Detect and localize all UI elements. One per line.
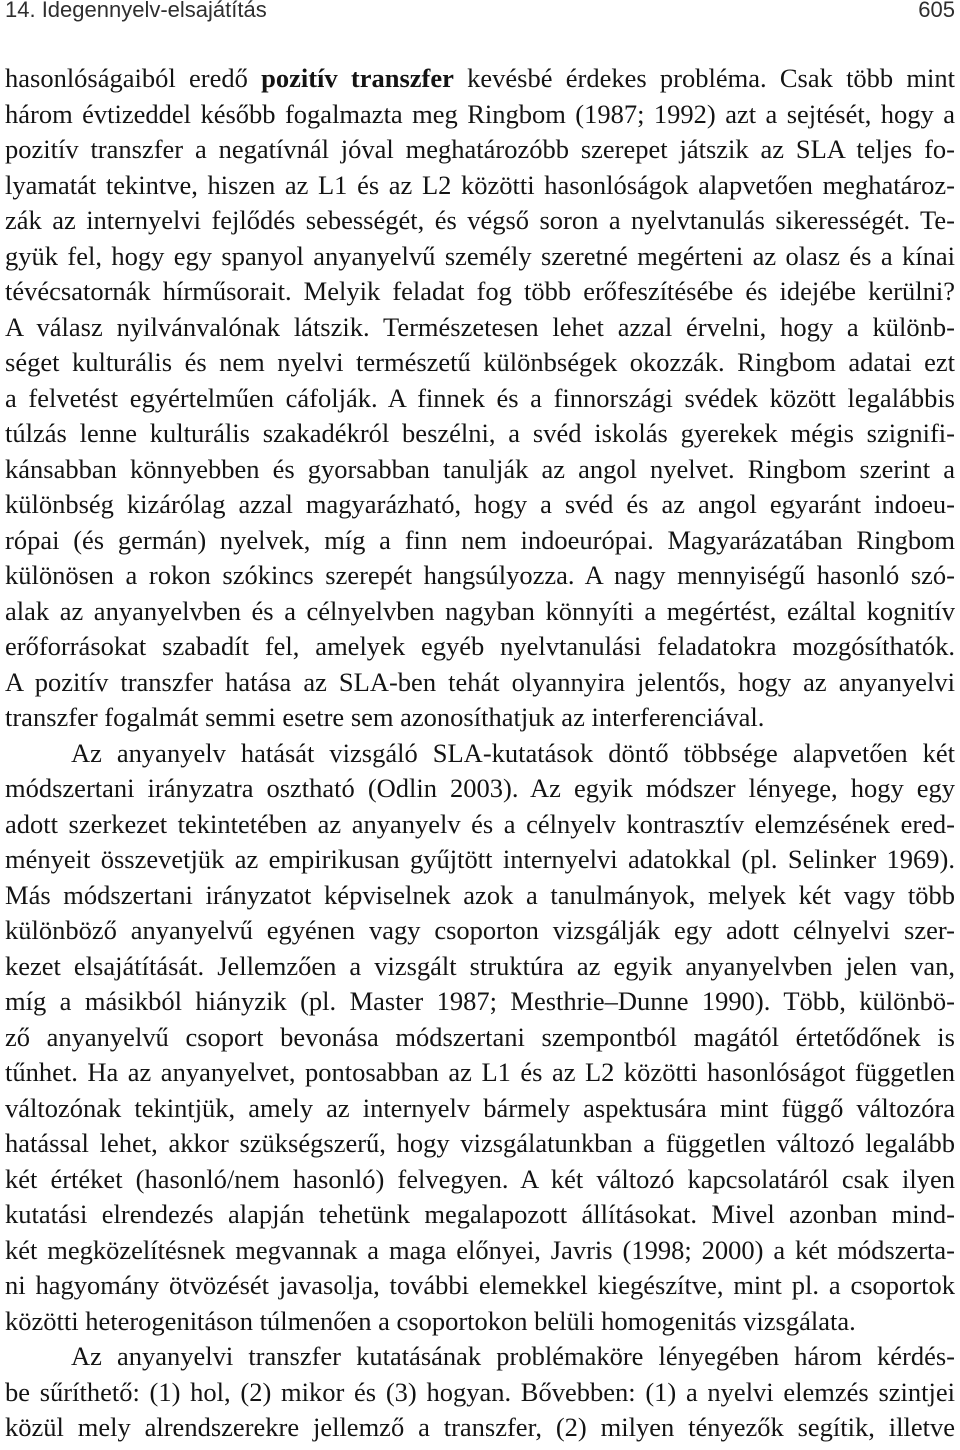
text-line: erőforrásokat szabadít fel, amelyek egyéb nyelvtanulási feladatokra mozgósíthatók. bbox=[5, 631, 955, 661]
text-line: hatással lehet, akkor szükségszerű, hogy vizsgálatunkban a független változó legalább bbox=[5, 1128, 955, 1158]
text-run: kevésbé érdekes probléma. Csak több mint bbox=[467, 63, 956, 93]
text-line: Az anyanyelv hatását vizsgáló SLA-kutatások döntő többsége alapvetően két bbox=[71, 737, 955, 768]
text-line: alak az anyanyelvben és a célnyelvben nagyban könnyíti a megértést, ezáltal kognitív bbox=[5, 595, 955, 626]
text-line: A pozitív transzfer hatása az SLA-ben tehát olyannyira jelentős, hogy az anyanyelvi bbox=[5, 666, 955, 697]
text-line: A válasz nyilvánvalónak látszik. Természetesen lehet azzal érvelni, hogy a különb- bbox=[5, 311, 955, 342]
text-line: két megközelítésnek megvannak a maga előnyei, Javris (1998; 2000) a két módszerta- bbox=[5, 1234, 955, 1265]
paragraph bbox=[5, 1339, 955, 1446]
text-line: kutatási elrendezés alapján tehetünk megalapozott állításokat. Mivel azonban mind- bbox=[5, 1199, 955, 1229]
text-line: módszertani irányzatra osztható (Odlin 2003). Az egyik módszer lényege, hogy egy bbox=[5, 773, 955, 803]
text-line: közül mely alrendszerekre jellemző a transzfer, (2) milyen tényezők segítik, illetve bbox=[5, 1412, 955, 1442]
text-line: ményeit összevetjük az empirikusan gyűjtött internyelvi adatokkal (pl. Selinker 1969). bbox=[5, 844, 955, 874]
text-line: ző anyanyelvű csoport bevonása módszertani szempontból magától értetődőnek is bbox=[5, 1021, 955, 1052]
paragraph bbox=[5, 736, 955, 1340]
text-line: míg a másikból hiányzik (pl. Master 1987; Mesthrie–Dunne 1990). Több, különbö- bbox=[5, 986, 955, 1016]
text-line: különbség kizárólag azzal magyarázható, hogy a svéd és az angol egyaránt indoeu- bbox=[5, 489, 955, 519]
running-header bbox=[5, 0, 955, 24]
text-line: Az anyanyelvi transzfer kutatásának problémaköre lényegében három kérdés- bbox=[71, 1341, 955, 1371]
paragraph bbox=[5, 61, 955, 736]
text-line: kezet elsajátítását. Jellemzően a vizsgált struktúra az egyik anyanyelvben jelen van, bbox=[5, 950, 955, 981]
text-run: hasonlóságaiból eredő bbox=[5, 63, 248, 93]
bold-term: pozitív transzfer bbox=[261, 63, 454, 93]
text-line: tévécsatornák hírműsorait. Melyik feladat fog több erőfeszítésébe és idejébe kerülni? bbox=[5, 276, 955, 306]
text-line: ni hagyomány ötvözését javasolja, további elemekkel kiegészítve, mint pl. a csoportok bbox=[5, 1270, 955, 1300]
text-line: zák az internyelvi fejlődés sebességét, és végső soron a nyelvtanulás sikerességét. Te- bbox=[5, 205, 955, 235]
text-line: Más módszertani irányzatot képviselnek azok a tanulmányok, melyek két vagy több bbox=[5, 879, 955, 910]
text-line: gyük fel, hogy egy spanyol anyanyelvű személy szeretné megérteni az olasz és a kínai bbox=[5, 240, 955, 271]
body-text bbox=[5, 61, 955, 1446]
text-line: változónak tekintjük, amely az internyelv bármely aspektusára mint függő változóra bbox=[5, 1092, 955, 1123]
text-line: különböző anyanyelvű egyénen vagy csoporton vizsgálják egy adott célnyelvi szer- bbox=[5, 915, 955, 945]
text-line bbox=[5, 61, 955, 97]
text-line: a felvetést egyértelműen cáfolják. A finnek és a finnországi svédek között legalábbis bbox=[5, 382, 955, 413]
text-line: rópai (és germán) nyelvek, míg a finn nem indoeurópai. Magyarázatában Ringbom bbox=[5, 524, 955, 555]
text-line: lyamatát tekintve, hiszen az L1 és az L2 közötti hasonlóságok alapvetően meghatároz- bbox=[5, 169, 955, 200]
text-line: három évtizeddel később fogalmazta meg Ringbom (1987; 1992) azt a sejtését, hogy a bbox=[5, 98, 955, 129]
text-line: két értéket (hasonló/nem hasonló) felvegyen. A két változó kapcsolatáról csak ilyen bbox=[5, 1163, 955, 1194]
text-line: be sűríthető: (1) hol, (2) mikor és (3) hogyan. Bővebben: (1) a nyelvi elemzés szintjei bbox=[5, 1376, 955, 1407]
text-line: transzfer fogalmát semmi esetre sem azonosíthatjuk az interferenciával. bbox=[5, 702, 765, 732]
text-line: kánsabban könnyebben és gyorsabban tanulják az angol nyelvet. Ringbom szerint a bbox=[5, 453, 955, 484]
text-line: túlzás lenne kulturális szakadékról beszélni, a svéd iskolás gyerekek mégis szignifi- bbox=[5, 418, 955, 448]
page-number: 605 bbox=[918, 0, 955, 22]
text-line: adott szerkezet tekintetében az anyanyelv és a célnyelv kontrasztív elemzésének ered- bbox=[5, 808, 955, 839]
text-line: közötti heterogenitáson túlmenően a csoportokon belüli homogenitás vizsgálata. bbox=[5, 1305, 856, 1336]
text-line: pozitív transzfer a negatívnál jóval meghatározóbb szerepet játszik az SLA teljes fo- bbox=[5, 134, 955, 164]
text-line: különösen a rokon szókincs szerepét hangsúlyozza. A nagy mennyiségű hasonló szó- bbox=[5, 560, 955, 590]
text-line: séget kulturális és nem nyelvi természetű különbségek okozzák. Ringbom adatai ezt bbox=[5, 347, 955, 377]
text-line: tűnhet. Ha az anyanyelvet, pontosabban az L1 és az L2 közötti hasonlóságot független bbox=[5, 1057, 955, 1087]
chapter-title: 14. Idegennyelv-elsajátítás bbox=[5, 0, 267, 22]
